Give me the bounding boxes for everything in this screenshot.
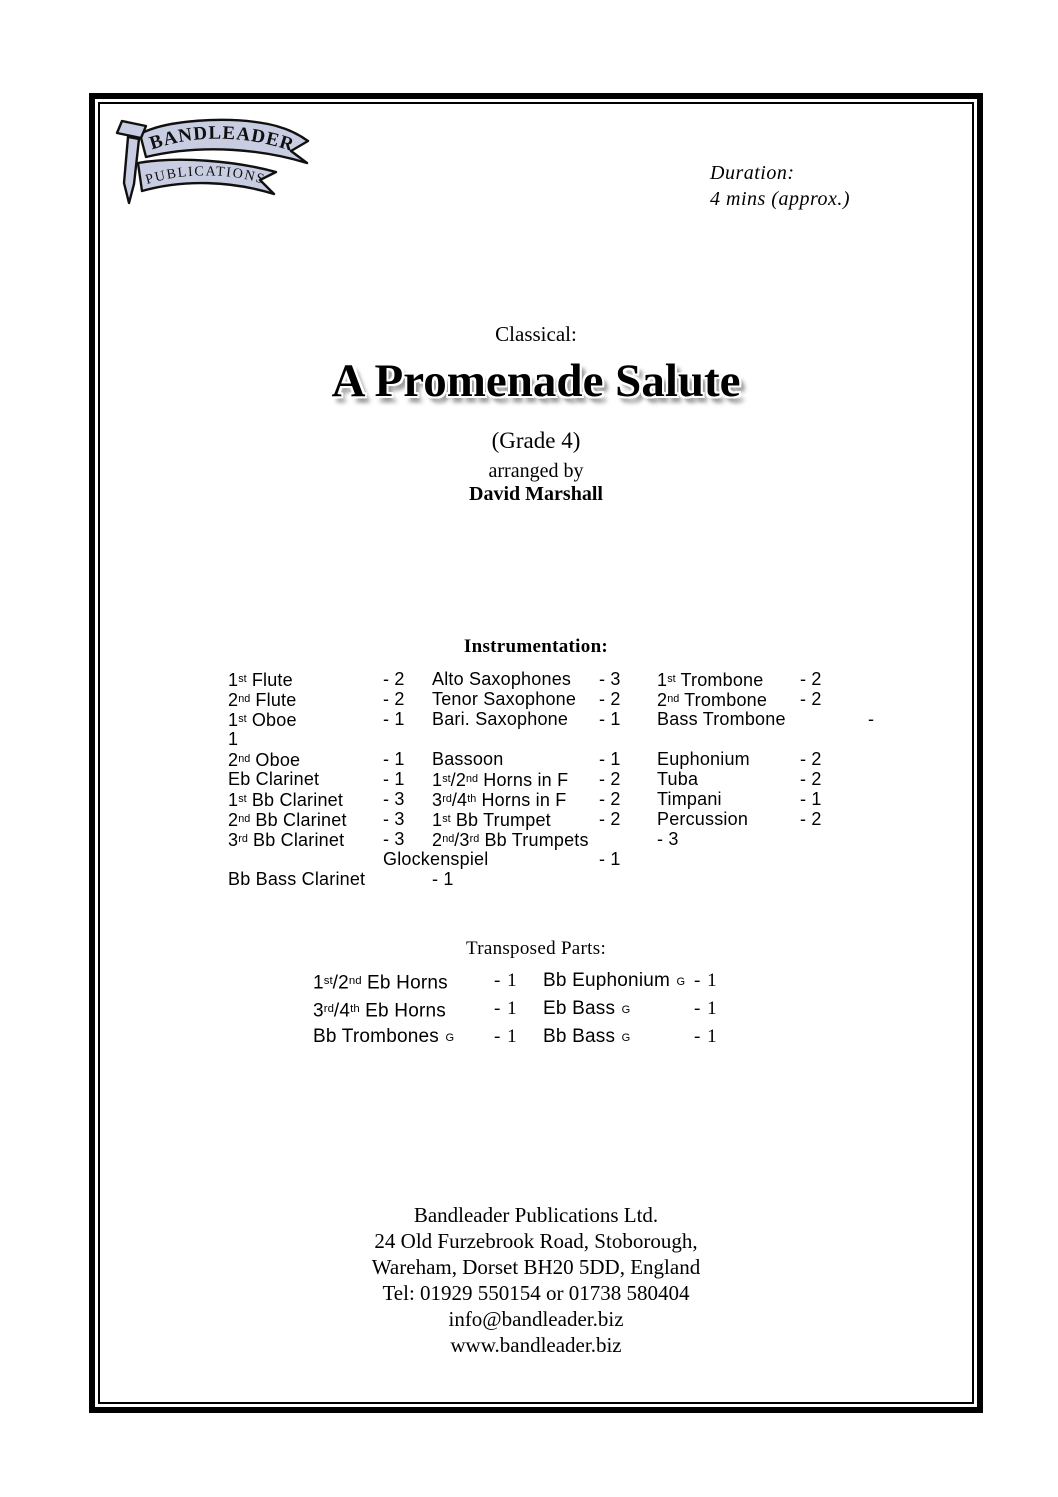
instrument-count: - 2 <box>383 669 405 689</box>
instrument-count: - 1 <box>383 709 405 729</box>
instrument-count: - 2 <box>599 789 621 809</box>
instrument-name: 1st/2nd Horns in F <box>432 770 569 791</box>
instrument-count: - 1 <box>800 789 822 809</box>
footer-line: www.bandleader.biz <box>450 1333 622 1357</box>
part-count: - 1 <box>494 970 518 991</box>
logo-banner2-text: PUBLICATIONS <box>143 164 268 188</box>
instrument-name: 1st Trombone <box>657 670 764 691</box>
ordinal-superscript: nd <box>466 773 479 785</box>
grade-label: (Grade 4) <box>491 428 581 453</box>
instrument-name: 1 <box>228 729 239 749</box>
instrument-name: Bari. Saxophone <box>432 709 569 729</box>
ordinal-superscript: st <box>442 773 451 785</box>
instrument-count: - 2 <box>599 809 621 829</box>
instrument-name: Eb Clarinet <box>228 769 320 789</box>
part-count: - 1 <box>494 998 518 1019</box>
instrumentation-lines <box>0 669 1058 889</box>
ordinal-superscript: st <box>238 673 247 685</box>
transposed-heading: Transposed Parts: <box>465 938 607 959</box>
instrumentation-heading: Instrumentation: <box>463 636 609 657</box>
clef-g-marker: G <box>621 1031 631 1044</box>
ordinal-superscript: nd <box>348 975 362 987</box>
instrumentation-line <box>0 669 1058 689</box>
logo-banner1-text: BANDLEADER <box>146 122 298 157</box>
transposed-row <box>0 995 1058 1023</box>
instrumentation-line <box>0 769 1058 789</box>
ordinal-superscript: nd <box>238 813 251 825</box>
ordinal-superscript: th <box>467 793 477 805</box>
instrument-name: 1st Oboe <box>228 710 297 731</box>
part-name: Bb Euphonium G <box>543 970 686 991</box>
flagpole-nail-head <box>117 121 146 138</box>
ordinal-superscript: nd <box>238 693 251 705</box>
footer-line: Bandleader Publications Ltd. <box>413 1203 659 1227</box>
instrument-count: - 3 <box>383 789 405 809</box>
bandleader-logo <box>104 110 329 240</box>
ordinal-superscript: rd <box>238 833 248 845</box>
ordinal-superscript: st <box>442 813 451 825</box>
instrument-count: Glockenspiel <box>383 849 489 869</box>
instrument-name: Bassoon <box>432 749 504 769</box>
footer-line: Wareham, Dorset BH20 5DD, England <box>371 1255 701 1279</box>
instrument-name: 2nd Bb Clarinet <box>228 810 347 831</box>
instrument-count: - 2 <box>800 689 822 709</box>
instrument-count: - 3 <box>383 829 405 849</box>
clef-g-marker: G <box>445 1031 455 1044</box>
instrument-count: - 2 <box>800 669 822 689</box>
instrument-name: 3rd Bb Clarinet <box>228 830 345 851</box>
instrument-count: - 2 <box>800 749 822 769</box>
instrument-count: - 2 <box>599 769 621 789</box>
publisher-footer <box>89 1202 983 1358</box>
ordinal-superscript: nd <box>667 693 680 705</box>
instrumentation-line <box>0 849 1058 869</box>
instrument-count: - 2 <box>800 769 822 789</box>
instrument-name: Euphonium <box>657 749 750 769</box>
instrument-count: - 1 <box>599 749 621 769</box>
instrumentation-line <box>0 749 1058 769</box>
arranger-name: David Marshall <box>469 483 603 505</box>
instrument-count: - 3 <box>599 669 621 689</box>
instrument-count: - 1 <box>383 749 405 769</box>
instrumentation-line <box>0 789 1058 809</box>
ordinal-superscript: st <box>238 793 247 805</box>
ordinal-superscript: rd <box>442 793 452 805</box>
ordinal-superscript: rd <box>323 1003 334 1015</box>
instrumentation-line <box>0 729 1058 749</box>
instrumentation-line <box>0 809 1058 829</box>
ordinal-superscript: nd <box>442 833 455 845</box>
piece-title: A Promenade Salute <box>331 355 741 407</box>
category-label: Classical: <box>495 322 577 346</box>
instrumentation-line <box>0 829 1058 849</box>
instrumentation-line <box>0 689 1058 709</box>
instrument-name: - 3 <box>657 829 679 849</box>
instrument-count: - 1 <box>383 769 405 789</box>
instrumentation-line <box>0 869 1058 889</box>
instrument-name: Timpani <box>657 789 722 809</box>
footer-line: 24 Old Furzebrook Road, Stoborough, <box>374 1229 698 1253</box>
duration-label: Duration: <box>710 162 795 184</box>
transposed-rows <box>0 967 1058 1051</box>
part-name: 3rd/4th Eb Horns <box>313 1000 446 1022</box>
instrument-name: 2nd Flute <box>228 690 297 711</box>
clef-g-marker: G <box>676 975 686 988</box>
part-name: Bb Trombones G <box>313 1026 455 1047</box>
ordinal-superscript: st <box>238 713 247 725</box>
transposed-row <box>0 967 1058 995</box>
instrument-name: Bass Trombone <box>657 709 786 729</box>
ordinal-superscript: st <box>667 673 676 685</box>
instrument-count: - 2 <box>800 809 822 829</box>
part-count: - 1 <box>694 970 718 991</box>
instrument-count: - 2 <box>383 689 405 709</box>
ordinal-superscript: th <box>350 1003 360 1015</box>
instrument-name: 1st Bb Clarinet <box>228 790 344 811</box>
instrument-name: Alto Saxophones <box>432 669 572 689</box>
clef-g-marker: G <box>621 1003 631 1016</box>
ordinal-superscript: nd <box>238 753 251 765</box>
instrument-name: 1st Bb Trumpet <box>432 810 551 831</box>
transposed-row <box>0 1023 1058 1051</box>
instrument-name: Bb Bass Clarinet <box>228 869 366 889</box>
instrument-name: 2nd/3rd Bb Trumpets <box>432 830 589 851</box>
instrument-name: Tenor Saxophone <box>432 689 577 709</box>
instrument-name: - 1 <box>432 869 454 889</box>
footer-line: info@bandleader.biz <box>448 1307 624 1331</box>
instrument-name: 1st Flute <box>228 670 293 691</box>
instrument-count: - <box>868 709 875 729</box>
part-count: - 1 <box>694 1026 718 1047</box>
duration-block <box>710 160 850 212</box>
footer-line: Tel: 01929 550154 or 01738 580404 <box>382 1281 690 1305</box>
instrument-count: - 1 <box>599 709 621 729</box>
part-count: - 1 <box>694 998 718 1019</box>
instrument-count: - 1 <box>599 849 621 869</box>
instrument-name: 2nd Trombone <box>657 690 768 711</box>
arranged-by-label: arranged by <box>488 460 584 482</box>
instrument-name: Tuba <box>657 769 699 789</box>
instrument-count: - 3 <box>383 809 405 829</box>
part-name: Bb Bass G <box>543 1026 631 1047</box>
instrument-name: 3rd/4th Horns in F <box>432 790 567 811</box>
instrument-count: - 2 <box>599 689 621 709</box>
instrument-name: Percussion <box>657 809 749 829</box>
part-name: 1st/2nd Eb Horns <box>313 972 448 994</box>
flagpole-nail-shaft <box>124 137 139 203</box>
instrument-name: 2nd Oboe <box>228 750 301 771</box>
part-name: Eb Bass G <box>543 998 631 1019</box>
ordinal-superscript: st <box>323 975 333 987</box>
ordinal-superscript: rd <box>469 833 480 845</box>
instrumentation-line <box>0 709 1058 729</box>
duration-value: 4 mins (approx.) <box>710 188 851 210</box>
part-count: - 1 <box>494 1026 518 1047</box>
